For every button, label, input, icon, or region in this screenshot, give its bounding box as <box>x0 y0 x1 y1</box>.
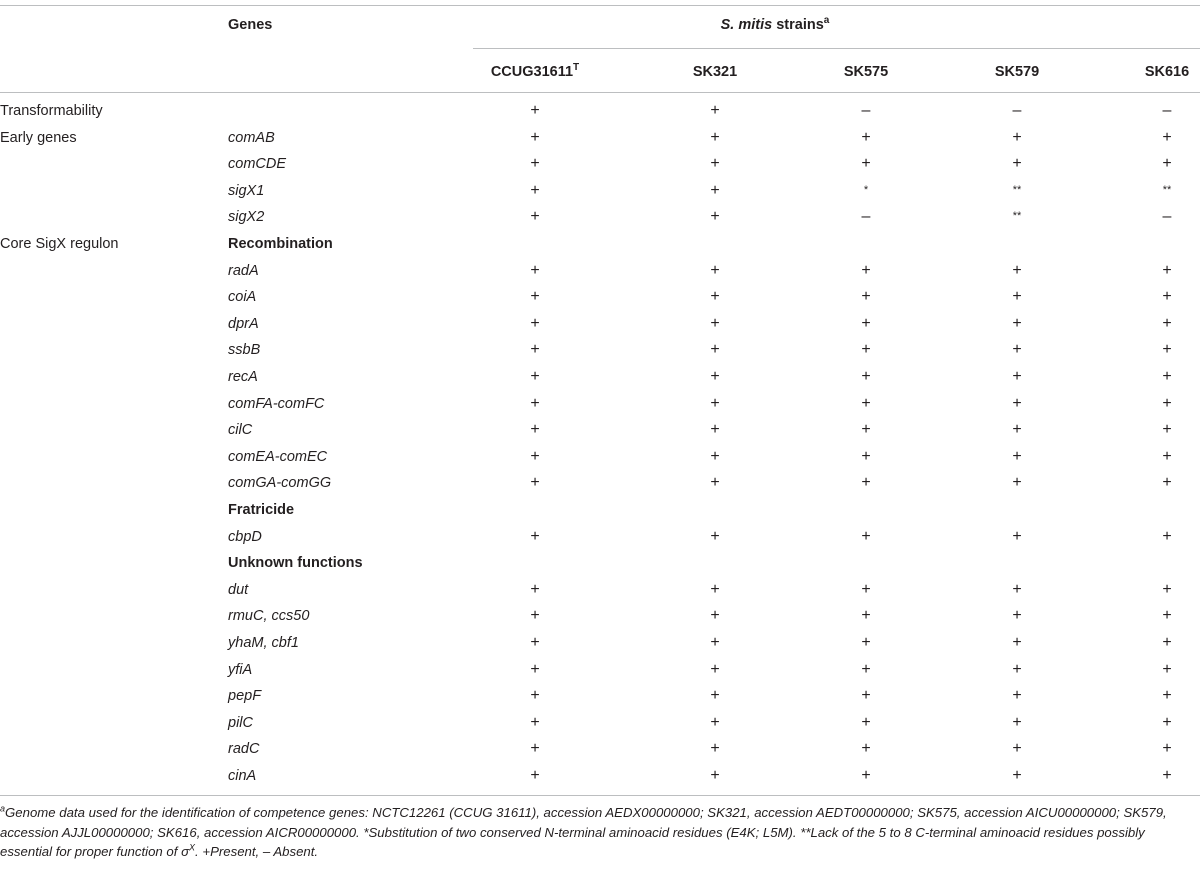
row-value: + <box>1162 128 1172 146</box>
column-header-label: SK575 <box>843 64 889 80</box>
row-value: + <box>530 713 540 731</box>
footnote-text-2: . +Present, – Absent. <box>195 844 319 859</box>
row-gene: cinA <box>228 768 257 784</box>
top-rule <box>0 5 1200 6</box>
row-gene: pilC <box>228 714 253 731</box>
header-rule <box>0 92 1200 93</box>
column-header-1 <box>655 63 775 81</box>
row-value: + <box>1012 687 1022 705</box>
row-value: * <box>863 183 869 196</box>
row-value: + <box>1012 713 1022 731</box>
row-value: – <box>861 102 871 119</box>
column-header-4 <box>1107 63 1200 81</box>
row-value: + <box>1012 740 1022 758</box>
column-header-sup: T <box>573 62 580 74</box>
row-value: + <box>1162 341 1172 359</box>
row-value: + <box>530 128 540 146</box>
row-value: + <box>710 527 720 545</box>
row-value: + <box>710 261 720 279</box>
sigma-sup: X <box>189 842 196 853</box>
column-header-label: SK321 <box>692 64 738 80</box>
row-value: + <box>710 767 720 784</box>
row-gene: dprA <box>228 315 259 332</box>
row-value: + <box>1012 155 1022 173</box>
column-header-label: CCUG31611 <box>490 64 574 80</box>
row-value: + <box>530 740 540 758</box>
row-value: + <box>1162 394 1172 412</box>
row-value: + <box>1162 740 1172 758</box>
row-value: + <box>1162 580 1172 598</box>
column-header-0 <box>475 63 595 81</box>
row-value: – <box>1162 208 1172 226</box>
row-gene: recA <box>228 369 258 385</box>
row-value: + <box>530 767 540 784</box>
row-value: + <box>530 261 540 279</box>
row-value: + <box>861 607 871 625</box>
row-value: + <box>861 368 871 385</box>
row-value: + <box>861 527 871 545</box>
row-value: + <box>530 421 540 439</box>
row-value: + <box>861 128 871 146</box>
row-value: + <box>861 288 871 306</box>
row-value: – <box>1012 102 1022 119</box>
column-header-label: SK579 <box>994 64 1040 80</box>
row-value: + <box>710 474 720 492</box>
row-value: + <box>530 687 540 705</box>
row-value: + <box>1012 421 1022 439</box>
row-value: + <box>1162 634 1172 651</box>
row-value: + <box>861 713 871 731</box>
row-gene: ssbB <box>228 342 261 359</box>
row-value: + <box>710 155 720 173</box>
row-gene: dut <box>228 581 249 598</box>
row-value: ** <box>1012 183 1022 196</box>
row-value: + <box>1162 767 1172 784</box>
table-footnote <box>0 803 1200 862</box>
row-value: + <box>1012 288 1022 306</box>
row-value: + <box>710 447 720 465</box>
genes-header: Genes <box>228 17 273 33</box>
row-gene: radA <box>228 262 259 279</box>
row-value: + <box>530 474 540 492</box>
row-value: + <box>1162 713 1172 731</box>
column-header-2 <box>806 63 926 81</box>
row-value: + <box>861 740 871 758</box>
row-category: Core SigX regulon <box>0 236 119 252</box>
row-gene: comAB <box>228 129 275 146</box>
strains-sup: a <box>823 15 830 27</box>
row-category: Early genes <box>0 129 77 146</box>
row-value: + <box>1162 687 1172 705</box>
row-value: + <box>1012 527 1022 545</box>
group-rule <box>473 48 1200 49</box>
footnote-text-1: Genome data used for the identification of competence genes: NCTC12261 (CCUG 31611), accession AEDX00000000; SK321, accession AEDT00000000; SK575, accession AICU00000000; SK579, accession AJJL00000000; SK616, accession AICR00000000. *Substitution of two conserved N-terminal aminoacid residues (E4K; L5M). **Lack of the 5 to 8 C-terminal aminoacid residues possibly essential for proper function of σ <box>0 805 1167 859</box>
row-value: + <box>530 447 540 465</box>
row-value: + <box>1162 527 1172 545</box>
row-value: + <box>861 155 871 173</box>
row-value: + <box>1162 660 1172 678</box>
row-value: + <box>710 102 720 119</box>
row-value: + <box>861 447 871 465</box>
row-subheading: Recombination <box>228 236 333 252</box>
row-category: Transformability <box>0 103 103 119</box>
row-value: + <box>530 341 540 359</box>
row-value: + <box>530 660 540 678</box>
row-gene: comEA-comEC <box>228 448 328 465</box>
row-value: + <box>1012 128 1022 146</box>
row-value: + <box>530 394 540 412</box>
row-value: + <box>530 314 540 332</box>
row-value: ** <box>1012 210 1022 223</box>
row-value: – <box>861 208 871 226</box>
row-value: + <box>1162 421 1172 439</box>
row-value: + <box>710 740 720 758</box>
row-value: + <box>861 341 871 359</box>
row-value: + <box>530 607 540 625</box>
row-value: ** <box>1162 183 1172 196</box>
row-value: + <box>530 634 540 651</box>
row-value: + <box>710 128 720 146</box>
row-gene: radC <box>228 741 260 758</box>
row-value: + <box>861 474 871 492</box>
row-gene: rmuC, ccs50 <box>228 608 310 625</box>
row-subheading: Unknown functions <box>228 555 363 572</box>
strains-group-header <box>625 16 925 34</box>
row-value: + <box>1162 607 1172 625</box>
row-value: + <box>861 261 871 279</box>
row-value: + <box>1012 261 1022 279</box>
row-value: + <box>710 580 720 598</box>
row-gene: sigX1 <box>228 182 265 199</box>
row-value: + <box>710 368 720 385</box>
row-value: + <box>530 527 540 545</box>
row-gene: coiA <box>228 289 257 306</box>
row-value: + <box>1162 155 1172 173</box>
row-value: + <box>1012 341 1022 359</box>
row-value: + <box>1012 580 1022 598</box>
row-gene: cbpD <box>228 528 262 545</box>
row-value: + <box>861 421 871 439</box>
row-value: + <box>1012 474 1022 492</box>
row-value: + <box>710 341 720 359</box>
row-gene: comFA-comFC <box>228 395 325 412</box>
row-value: + <box>530 102 540 119</box>
row-value: + <box>530 181 540 199</box>
row-value: + <box>861 580 871 598</box>
row-value: + <box>861 634 871 651</box>
row-gene: yhaM, cbf1 <box>228 635 299 651</box>
strains-suffix: strains <box>772 17 824 33</box>
row-value: + <box>1012 314 1022 332</box>
row-value: + <box>710 314 720 332</box>
footnote-marker: a <box>0 803 6 814</box>
row-gene: pepF <box>228 688 262 705</box>
row-value: + <box>1012 368 1022 385</box>
row-value: + <box>710 713 720 731</box>
row-value: + <box>530 208 540 226</box>
species-name: S. mitis <box>720 17 773 33</box>
row-value: + <box>1012 767 1022 784</box>
row-value: – <box>1162 102 1172 119</box>
row-value: + <box>1162 368 1172 385</box>
row-gene: yfiA <box>228 661 253 678</box>
row-value: + <box>710 634 720 651</box>
row-value: + <box>1012 447 1022 465</box>
row-value: + <box>710 660 720 678</box>
row-value: + <box>1012 607 1022 625</box>
row-value: + <box>1162 314 1172 332</box>
row-value: + <box>710 181 720 199</box>
row-value: + <box>861 687 871 705</box>
row-value: + <box>861 394 871 412</box>
row-value: + <box>710 421 720 439</box>
row-gene: comGA-comGG <box>228 475 332 492</box>
row-value: + <box>1012 394 1022 412</box>
row-value: + <box>530 155 540 173</box>
row-value: + <box>1162 261 1172 279</box>
column-header-3 <box>957 63 1077 81</box>
row-value: + <box>710 208 720 226</box>
row-value: + <box>710 394 720 412</box>
row-value: + <box>861 660 871 678</box>
row-value: + <box>530 580 540 598</box>
row-value: + <box>710 607 720 625</box>
row-gene: cilC <box>228 422 253 439</box>
row-value: + <box>1162 288 1172 306</box>
row-value: + <box>1162 474 1172 492</box>
row-value: + <box>1012 660 1022 678</box>
row-subheading: Fratricide <box>228 502 295 518</box>
row-value: + <box>710 687 720 705</box>
row-value: + <box>710 288 720 306</box>
row-value: + <box>530 368 540 385</box>
row-gene: comCDE <box>228 156 287 173</box>
row-value: + <box>1012 634 1022 651</box>
row-value: + <box>861 767 871 784</box>
bottom-rule <box>0 795 1200 796</box>
row-value: + <box>530 288 540 306</box>
column-header-label: SK616 <box>1144 64 1190 80</box>
row-value: + <box>861 314 871 332</box>
row-gene: sigX2 <box>228 209 265 226</box>
row-value: + <box>1162 447 1172 465</box>
